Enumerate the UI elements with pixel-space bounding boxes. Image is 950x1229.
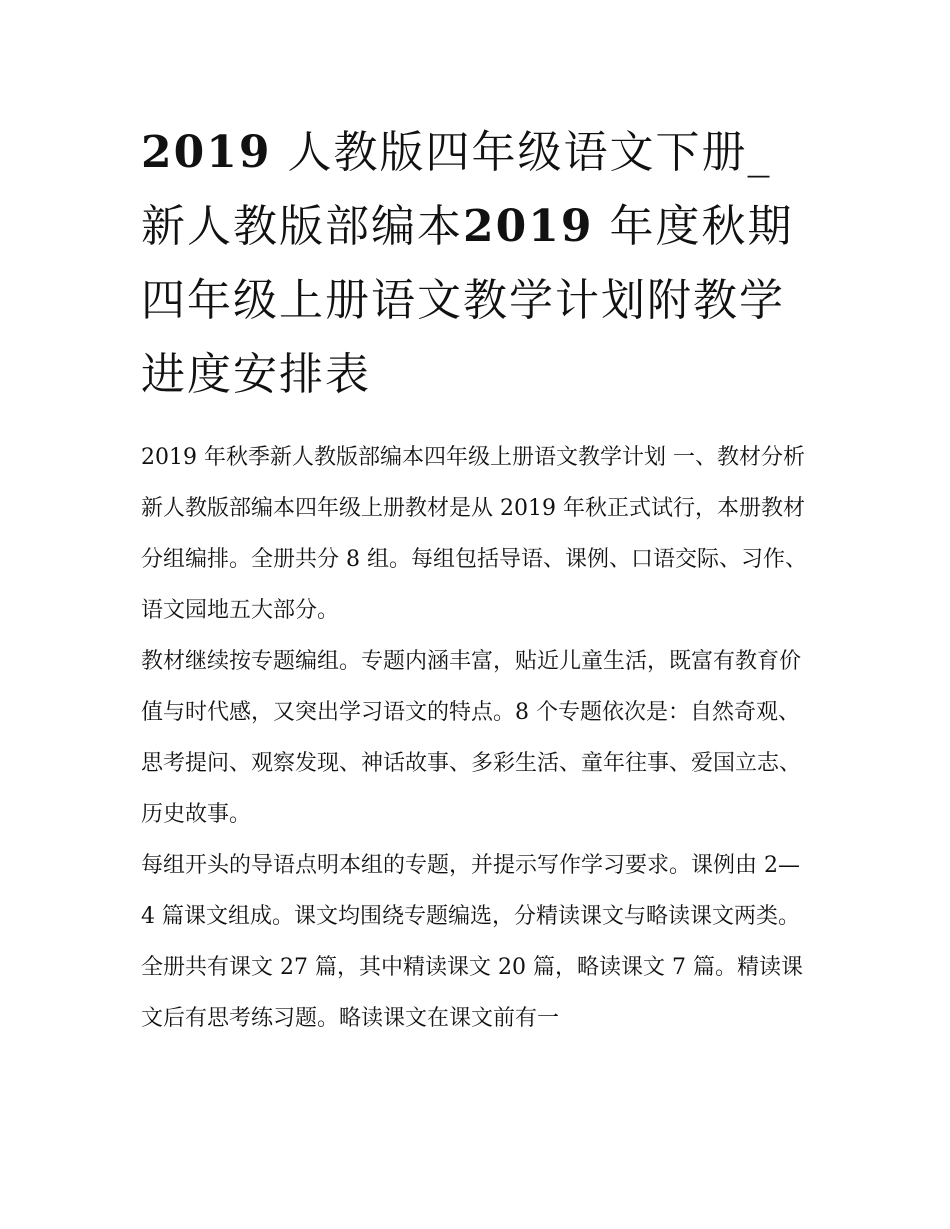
paragraph-heading: 2019 年秋季新人教版部编本四年级上册语文教学计划 一、教材分析: [141, 445, 805, 470]
title-year-1: 2019: [141, 127, 272, 178]
document-page: [141, 116, 813, 1044]
paragraph-lessons: 每组开头的导语点明本组的专题，并提示写作学习要求。课例由 2—4 篇课文组成。课文均围绕专题编选，分精读课文与略读课文两类。全册共有课文 27 篇，其中精读课文 20 篇，略读课文 7 篇。精读课文后有思考练习题。略读课文在课文前有一: [141, 853, 803, 1031]
title-text-1: 人教版四年级语文下册_新人教版部编本: [141, 127, 772, 252]
title-year-2: 2019: [463, 201, 594, 252]
paragraph-topics: 教材继续按专题编组。专题内涵丰富，贴近儿童生活，既富有教育价值与时代感，又突出学习语文的特点。8 个专题依次是：自然奇观、思考提问、观察发现、神话故事、多彩生活、童年往事、爱国立志、历史故事。: [141, 649, 802, 827]
paragraph-textbook-structure: 新人教版部编本四年级上册教材是从 2019 年秋正式试行，本册教材分组编排。全册共分 8 组。每组包括导语、课例、口语交际、习作、语文园地五大部分。: [141, 496, 807, 623]
document-title: [141, 116, 813, 412]
title-text-2: 年度秋期四年级上册语文教学计划附教学进度安排表: [141, 201, 794, 400]
